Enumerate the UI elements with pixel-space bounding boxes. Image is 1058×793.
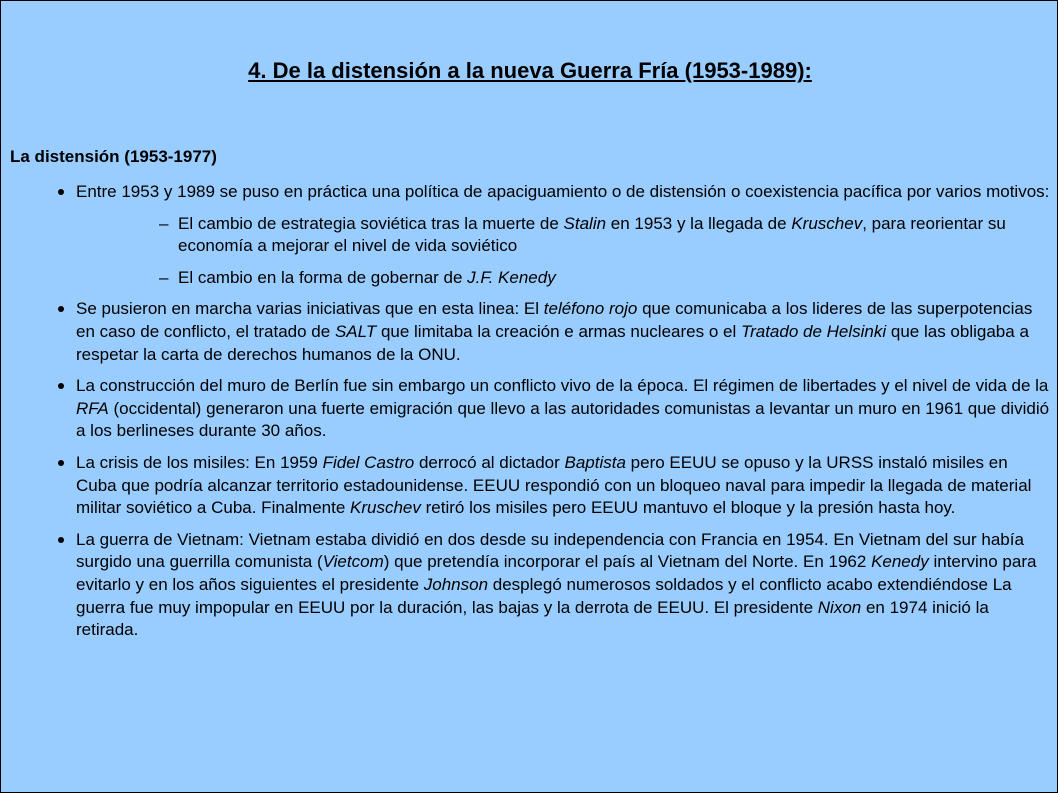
text-run: El cambio de estrategia soviética tras la muerte de bbox=[178, 213, 564, 233]
text-run: en 1974 inició la retirada. bbox=[76, 597, 989, 640]
section-heading: La distensión (1953-1977) bbox=[10, 147, 217, 166]
emphasis-text: Johnson bbox=[423, 574, 489, 594]
text-run: ) que pretendía incorporar el país al Vietnam del Norte. En 1962 bbox=[383, 552, 872, 572]
text-run: La construcción del muro de Berlín fue sin embargo un conflicto vivo de la época. El régimen de libertades y el nivel de vida de la bbox=[76, 376, 1049, 396]
text-run: La guerra de Vietnam: Vietnam estaba dividió en dos desde su independencia con Francia en 1954. En Vietnam del sur había surgido una guerrilla comunista ( bbox=[76, 529, 1024, 572]
text-run: pero EEUU se opuso y la URSS instaló misiles en Cuba que podría alcanzar territorio estadounidense. EEUU respondió con un bloqueo naval para impedir la llegada de material militar soviético a Cuba. Finalmente bbox=[76, 452, 1032, 518]
emphasis-text: Nixon bbox=[817, 597, 862, 617]
text-run: (occidental) generaron una fuerte emigración que llevo a las autoridades comunistas a levantar un muro en 1961 que dividió a los berlineses durante 30 años. bbox=[76, 398, 1050, 441]
text-run: retiró los misiles pero EEUU mantuvo el bloque y la presión hasta hoy. bbox=[420, 498, 956, 518]
text-run: que comunicaba a los lideres de las superpotencias en caso de conflicto, el tratado de bbox=[76, 299, 1033, 341]
emphasis-text: Kenedy bbox=[871, 552, 929, 572]
text-run: intervino para evitarlo y en los años siguientes el presidente bbox=[76, 552, 1037, 594]
text-run: derrocó al dictador bbox=[414, 452, 565, 472]
emphasis-text: teléfono rojo bbox=[543, 299, 638, 319]
emphasis-text: Kruschev bbox=[350, 498, 421, 518]
sub-bullet-item bbox=[1, 213, 1058, 258]
bullet-item bbox=[1, 298, 1058, 366]
bullet-item bbox=[1, 181, 1058, 204]
sub-bullet-item bbox=[1, 267, 1058, 290]
bullet-item bbox=[1, 375, 1058, 443]
emphasis-text: Stalin bbox=[563, 213, 607, 233]
bullet-list bbox=[1, 181, 1058, 651]
text-run: El cambio en la forma de gobernar de bbox=[178, 267, 468, 287]
emphasis-text: Baptista bbox=[564, 452, 626, 472]
emphasis-text: Vietcom bbox=[322, 552, 384, 572]
text-run: La crisis de los misiles: En 1959 bbox=[76, 452, 323, 472]
emphasis-text: Kruschev bbox=[791, 213, 863, 233]
bullet-item bbox=[1, 529, 1058, 642]
text-run: que limitaba la creación e armas nucleares o el bbox=[376, 321, 741, 341]
bullet-item bbox=[1, 452, 1058, 520]
emphasis-text: Tratado de Helsinki bbox=[740, 321, 887, 341]
emphasis-text: Fidel Castro bbox=[322, 452, 415, 472]
emphasis-text: RFA bbox=[76, 398, 109, 418]
slide-title: 4. De la distensión a la nueva Guerra Fría (1953-1989): bbox=[248, 58, 812, 83]
text-run: Entre 1953 y 1989 se puso en práctica una política de apaciguamiento o de distensión o coexistencia pacífica por varios motivos: bbox=[76, 182, 1050, 201]
text-run: Se pusieron en marcha varias iniciativas que en esta linea: El bbox=[76, 299, 544, 319]
text-run: , para reorientar su economía a mejorar el nivel de vida soviético bbox=[178, 213, 1006, 256]
text-run: que las obligaba a respetar la carta de derechos humanos de la ONU. bbox=[76, 321, 1029, 364]
emphasis-text: SALT bbox=[334, 321, 377, 341]
emphasis-text: J.F. Kenedy bbox=[467, 267, 556, 287]
text-run: desplegó numerosos soldados y el conflicto acabo extendiéndose La guerra fue muy impopular en EEUU por la duración, las bajas y la derrota de EEUU. El presidente bbox=[76, 574, 1012, 617]
text-run: en 1953 y la llegada de bbox=[606, 213, 792, 233]
